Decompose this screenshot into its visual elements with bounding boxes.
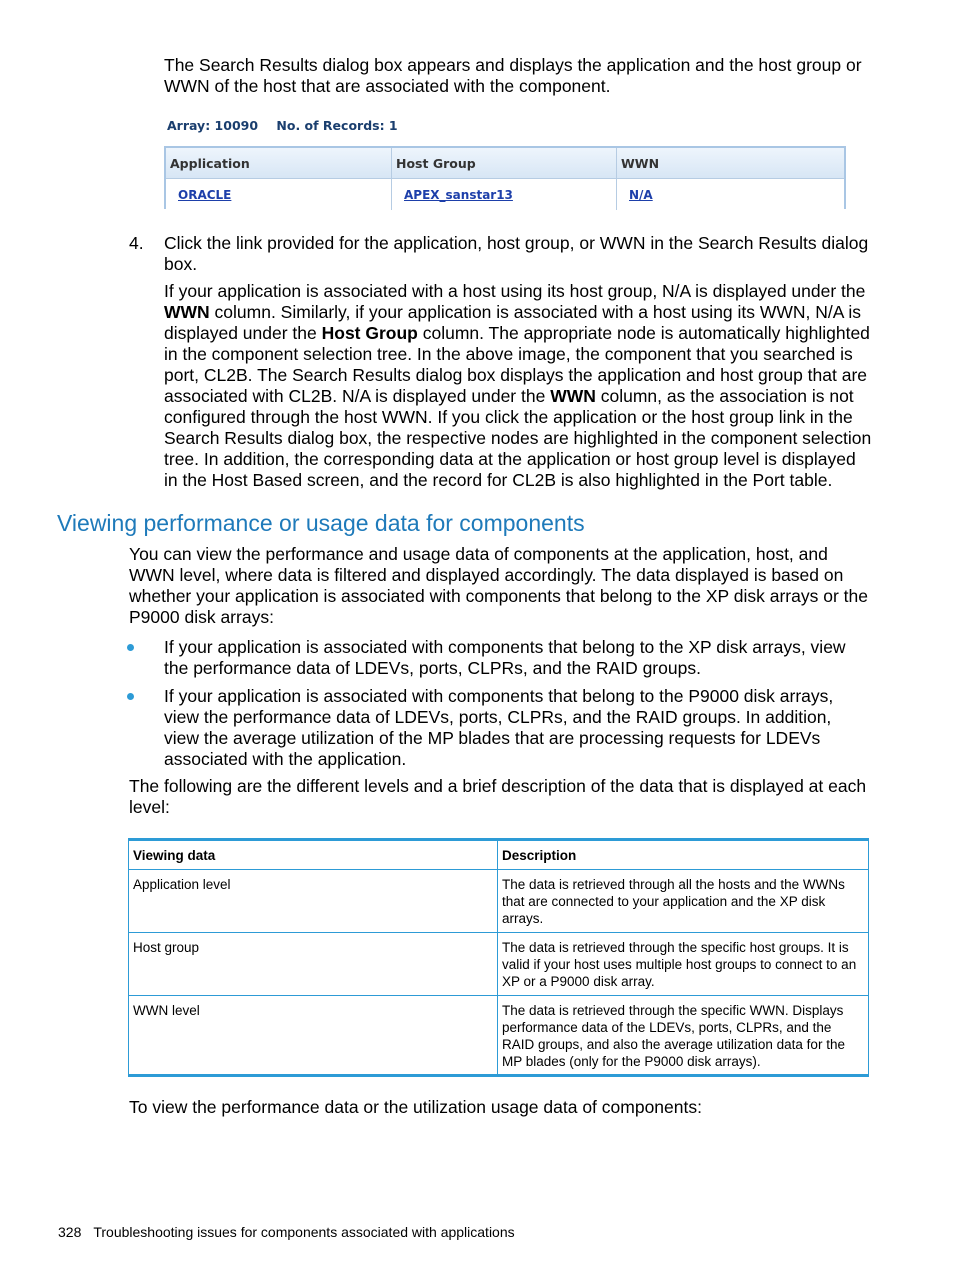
search-results-header-row [166, 148, 844, 179]
table-row [129, 870, 869, 933]
level-description: The data is retrieved through the specific host groups. It is valid if your host uses multiple host groups to connect to an XP or a P9000 disk array. [498, 933, 869, 996]
detail-text: column. The appropriate node is automatically highlighted in the component selection tree. In the above image, the component that you searched is port, CL2B. The Search Results dialog box displays the application and host group that are associated with CL2B. N/A is displayed under the [164, 323, 870, 406]
array-label: Array: 10090 [167, 118, 259, 133]
step-number: 4. [129, 233, 144, 253]
page-footer [58, 1223, 515, 1241]
search-results-summary [167, 118, 412, 133]
table-row [166, 179, 844, 210]
intro-paragraph: The Search Results dialog box appears and displays the application and the host group or WWN of the host that are associated with the component. [164, 55, 862, 96]
host-group-cell [392, 179, 617, 210]
bullet-icon [127, 644, 134, 651]
bullet-item-xp: If your application is associated with components that belong to the XP disk arrays, view the performance data of LDEVs, ports, CLPRs, and the RAID groups. [164, 637, 846, 678]
column-header-viewing-data: Viewing data [129, 840, 498, 870]
host-group-link[interactable]: APEX_sanstar13 [404, 187, 513, 202]
detail-bold-wwn: WWN [164, 302, 210, 322]
records-label: No. of Records: 1 [276, 118, 398, 133]
detail-text: column, as the association is not configured through the host WWN. If you click the application or the host group link in the Search Results dialog box, the respective nodes are highlighted in the component selection tree. In addition, the corresponding data at the application or host group level is displayed in the Host Based screen, and the record for CL2B is also highlighted in the Port table. [164, 386, 872, 490]
wwn-cell [617, 179, 844, 210]
levels-table [128, 838, 869, 1077]
column-header-application[interactable]: Application [166, 148, 392, 178]
level-name: WWN level [129, 996, 498, 1076]
closing-paragraph: To view the performance data or the utilization usage data of components: [129, 1097, 702, 1117]
column-header-host-group[interactable]: Host Group [392, 148, 617, 178]
table-header-row [129, 840, 869, 870]
level-description: The data is retrieved through the specific WWN. Displays performance data of the LDEVs, ports, CLPRs, and the RAID groups, and also the average utilization data for the MP blades (only for the P9000 disk arrays). [498, 996, 869, 1076]
wwn-link[interactable]: N/A [629, 187, 653, 202]
level-name: Host group [129, 933, 498, 996]
section-heading: Viewing performance or usage data for components [57, 510, 585, 536]
detail-text: column. Similarly, if your application is associated with a host using its WWN, N/A is displayed under the [164, 302, 861, 343]
level-name: Application level [129, 870, 498, 933]
application-link[interactable]: ORACLE [178, 187, 232, 202]
bullet-item-p9000: If your application is associated with components that belong to the P9000 disk arrays, view the performance data of LDEVs, ports, CLPRs, and the RAID groups. In addition, view the average utilization of the MP blades that are processing requests for LDEVs associated with the application. [164, 686, 834, 769]
table-row [129, 996, 869, 1076]
levels-intro: The following are the different levels and a brief description of the data that is displayed at each level: [129, 776, 867, 817]
table-row [129, 933, 869, 996]
step-detail-paragraph [164, 281, 874, 491]
bullet-icon [127, 693, 134, 700]
level-description: The data is retrieved through all the hosts and the WWNs that are connected to your application and the XP disk arrays. [498, 870, 869, 933]
step-text: Click the link provided for the application, host group, or WWN in the Search Results dialog box. [164, 233, 869, 274]
column-header-wwn[interactable]: WWN [621, 155, 660, 171]
section-intro: You can view the performance and usage data of components at the application, host, and WWN level, where data is filtered and displayed accordingly. The data displayed is based on whether your application is associated with components that belong to the XP disk arrays or the P9000 disk arrays: [129, 544, 868, 627]
detail-bold-host-group: Host Group [321, 323, 418, 343]
column-header-description: Description [498, 840, 869, 870]
footer-title: Troubleshooting issues for components associated with applications [93, 1224, 515, 1240]
search-results-table [164, 146, 846, 209]
page-number: 328 [58, 1224, 82, 1240]
application-cell [166, 179, 392, 210]
detail-bold-wwn: WWN [550, 386, 596, 406]
detail-text: If your application is associated with a host using its host group, N/A is displayed under the [164, 281, 866, 301]
